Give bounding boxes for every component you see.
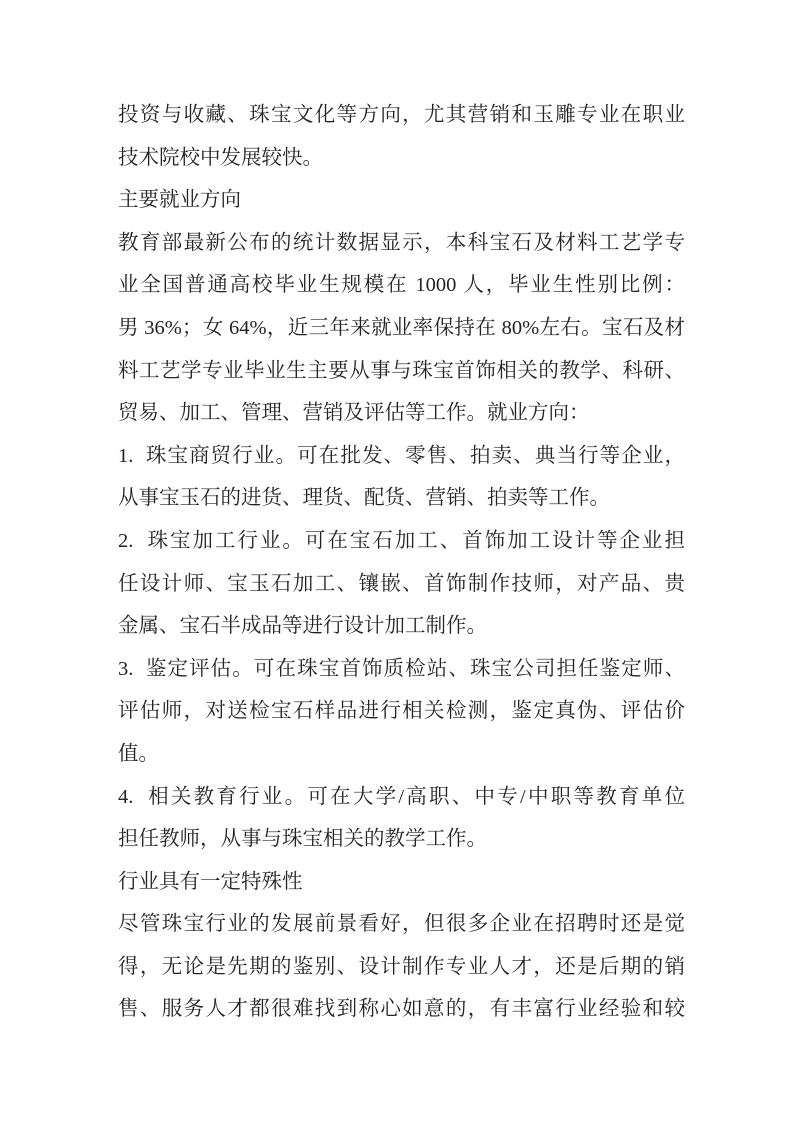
text-line: 尽管珠宝行业的发展前景看好，但很多企业在招聘时还是觉 (118, 913, 685, 936)
text-line: 金属、宝石半成品等进行设计加工制作。 (118, 615, 487, 638)
text-line: 评估师，对送检宝石样品进行相关检测，鉴定真伪、评估价 (118, 700, 685, 723)
list-item-line: 3. 鉴定评估。可在珠宝首饰质检站、珠宝公司担任鉴定师、 (118, 657, 685, 680)
text-line: 教育部最新公布的统计数据显示，本科宝石及材料工艺学专 (118, 231, 685, 254)
text-line: 技术院校中发展较快。 (118, 146, 323, 169)
text-block (118, 94, 685, 1031)
text-line: 担任教师，从事与珠宝相关的教学工作。 (118, 828, 487, 851)
text-line: 贸易、加工、管理、营销及评估等工作。就业方向： (118, 402, 590, 425)
list-item-line: 1. 珠宝商贸行业。可在批发、零售、拍卖、典当行等企业， (118, 444, 685, 467)
text-line: 售、服务人才都很难找到称心如意的，有丰富行业经验和较 (118, 998, 685, 1021)
text-line: 值。 (118, 742, 159, 765)
text-line: 男 36%；女 64%，近三年来就业率保持在 80%左右。宝石及材 (118, 316, 685, 339)
list-item-line: 2. 珠宝加工行业。可在宝石加工、首饰加工设计等企业担 (118, 529, 685, 552)
list-item-line: 4. 相关教育行业。可在大学/高职、中专/中职等教育单位 (118, 785, 685, 808)
text-line: 料工艺学专业毕业生主要从事与珠宝首饰相关的教学、科研、 (118, 359, 685, 382)
text-line: 任设计师、宝玉石加工、镶嵌、首饰制作技师，对产品、贵 (118, 572, 685, 595)
text-line: 业全国普通高校毕业生规模在 1000 人，毕业生性别比例： (118, 274, 685, 297)
text-line: 投资与收藏、珠宝文化等方向，尤其营销和玉雕专业在职业 (118, 104, 685, 126)
section-heading: 行业具有一定特殊性 (118, 870, 303, 893)
text-line: 得，无论是先期的鉴别、设计制作专业人才，还是后期的销 (118, 955, 685, 978)
section-heading: 主要就业方向 (118, 189, 241, 212)
text-line: 从事宝玉石的进货、理货、配货、营销、拍卖等工作。 (118, 487, 610, 510)
